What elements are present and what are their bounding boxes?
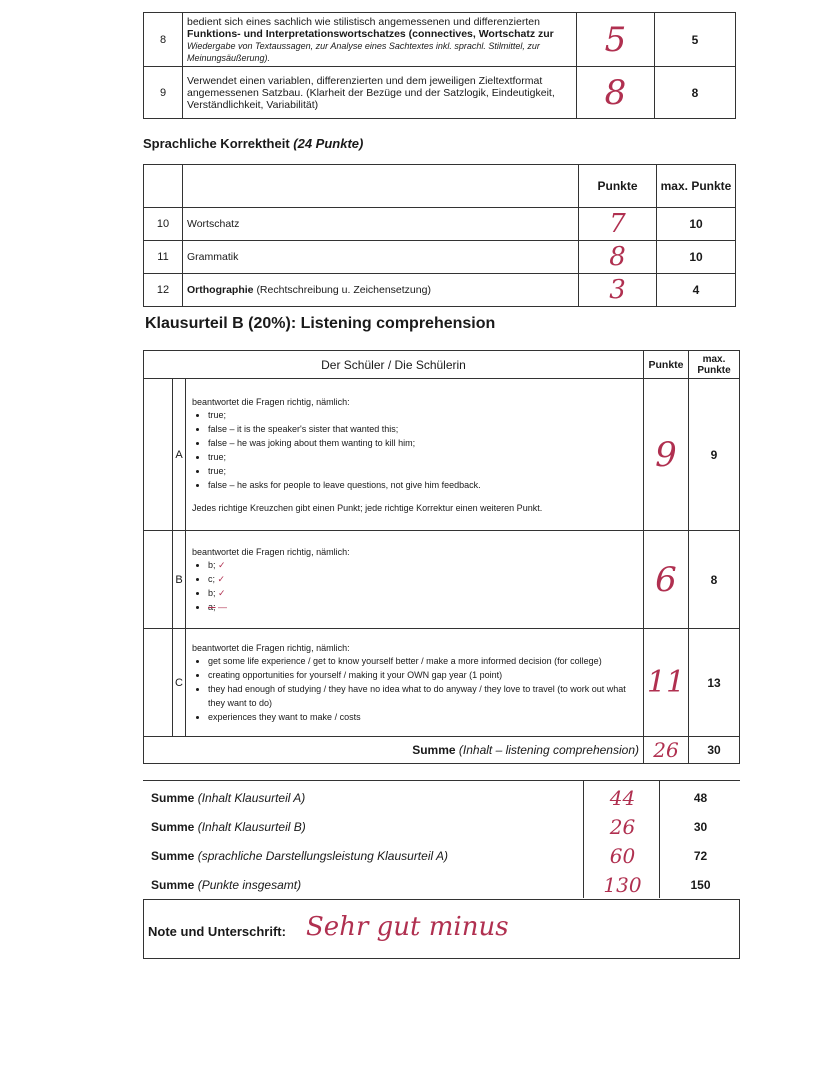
listening-section-c bbox=[144, 629, 740, 737]
handwritten-points: 6 bbox=[644, 531, 689, 629]
criteria-description bbox=[183, 67, 577, 119]
label-text: Orthographie bbox=[187, 284, 254, 296]
answer-item: • false – he asks for people to leave questions, not give him feedback. bbox=[208, 478, 637, 492]
handwritten-points: 44 bbox=[609, 785, 636, 810]
header-max: max. Punkte bbox=[657, 165, 736, 208]
check-mark-icon: ✓ bbox=[218, 559, 226, 570]
answer-item bbox=[208, 558, 637, 572]
korrektheit-row bbox=[144, 241, 736, 274]
section-intro: beantwortet die Fragen richtig, nämlich: bbox=[192, 396, 350, 407]
sum-label-cell bbox=[144, 737, 644, 764]
section-note: Jedes richtige Kreuzchen gibt einen Punkt; jede richtige Korrektur einen weiteren Punkt. bbox=[192, 502, 543, 513]
handwritten-points: 130 bbox=[603, 872, 642, 897]
handwritten-points: 9 bbox=[644, 379, 689, 531]
summary-detail: (sprachliche Darstellungsleistung Klausurteil A) bbox=[197, 848, 449, 863]
section-letter: B bbox=[173, 531, 186, 629]
criteria-row-9 bbox=[144, 67, 736, 119]
answer-item bbox=[208, 586, 637, 600]
summary-label bbox=[143, 870, 584, 899]
answer-item bbox=[208, 600, 637, 614]
answer-item: • creating opportunities for yourself / making it your OWN gap year (1 point) bbox=[208, 668, 637, 682]
empty-cell bbox=[144, 165, 183, 208]
answer-list bbox=[192, 654, 637, 724]
criteria-line: Verwendet einen variablen, differenzierten und dem jeweiligen Zieltextformat bbox=[187, 74, 543, 87]
answer-text: a; bbox=[208, 601, 216, 612]
summary-label-text: Summe bbox=[151, 877, 195, 892]
header-points: Punkte bbox=[644, 351, 689, 379]
row-label bbox=[183, 241, 579, 274]
answer-item: • experiences they want to make / costs bbox=[208, 710, 637, 724]
sum-detail: (Inhalt – listening comprehension) bbox=[458, 743, 639, 757]
dash-mark-icon: — bbox=[218, 601, 228, 612]
check-mark-icon: ✓ bbox=[217, 573, 226, 584]
korrektheit-header-row bbox=[144, 165, 736, 208]
summary-detail: (Inhalt Klausurteil B) bbox=[197, 819, 306, 834]
summary-label bbox=[143, 841, 584, 870]
handwritten-points: 5 bbox=[577, 13, 655, 67]
max-points: 30 bbox=[693, 819, 708, 834]
answer-item: • true; bbox=[208, 408, 637, 422]
handwritten-points: 60 bbox=[609, 843, 636, 868]
row-number: 12 bbox=[144, 274, 183, 307]
label-text: Grammatik bbox=[187, 251, 239, 263]
handwritten-points: 7 bbox=[579, 208, 657, 241]
handwritten-points: 11 bbox=[644, 629, 689, 737]
max-points: 10 bbox=[657, 241, 736, 274]
handwritten-points: 8 bbox=[577, 67, 655, 119]
listening-section-a bbox=[144, 379, 740, 531]
listening-table bbox=[143, 350, 740, 764]
criteria-line: Wiedergabe von Textaussagen, zur Analyse eines Sachtextes inkl. sprachl. Stilmittel, zur bbox=[187, 40, 540, 51]
section-letter: A bbox=[173, 379, 186, 531]
answer-text: b; bbox=[208, 559, 216, 570]
handwritten-points: 26 bbox=[609, 814, 636, 839]
max-points: 10 bbox=[657, 208, 736, 241]
label-text: Wortschatz bbox=[187, 218, 240, 230]
answer-item: • they had enough of studying / they have no idea what to do anyway / they love to travel (to work out what they want to do) bbox=[208, 682, 637, 710]
sum-max: 30 bbox=[689, 737, 740, 764]
section-content bbox=[186, 379, 644, 531]
criteria-line: angemessenen Satzbau. (Klarheit der Bezüge und der Satzlogik, Eindeutigkeit, bbox=[187, 86, 555, 99]
header-points: Punkte bbox=[579, 165, 657, 208]
listening-sum-row bbox=[144, 737, 740, 764]
criteria-line: bedient sich eines sachlich wie stilistisch angemessenen und differenzierten bbox=[187, 15, 540, 28]
empty-cell bbox=[183, 165, 579, 208]
section-content bbox=[186, 629, 644, 737]
summary-table bbox=[143, 783, 740, 899]
answer-item bbox=[208, 572, 637, 586]
korrektheit-heading bbox=[143, 136, 363, 151]
answer-text: c; bbox=[208, 573, 216, 584]
max-points: 72 bbox=[693, 848, 708, 863]
empty-cell bbox=[144, 379, 173, 531]
max-points: 8 bbox=[655, 67, 736, 119]
criteria-line: Verständlichkeit, Variabilität) bbox=[187, 98, 319, 111]
max-points: 13 bbox=[689, 629, 740, 737]
header-max: max. Punkte bbox=[689, 351, 740, 379]
answer-item: • true; bbox=[208, 464, 637, 478]
criteria-description bbox=[183, 13, 577, 67]
max-points: 5 bbox=[655, 13, 736, 67]
answer-list bbox=[192, 408, 637, 492]
listening-header-row bbox=[144, 351, 740, 379]
handwritten-grade: Sehr gut minus bbox=[306, 912, 509, 942]
korrektheit-row bbox=[144, 208, 736, 241]
korrektheit-title: Sprachliche Korrektheit bbox=[143, 136, 290, 151]
criteria-number: 9 bbox=[144, 67, 183, 119]
handwritten-sum: 26 bbox=[644, 737, 689, 764]
grade-label: Note und Unterschrift: bbox=[148, 924, 286, 939]
criteria-row-8 bbox=[144, 13, 736, 67]
listening-section-b bbox=[144, 531, 740, 629]
summary-row bbox=[143, 783, 740, 812]
korrektheit-table bbox=[143, 164, 736, 307]
max-points: 8 bbox=[689, 531, 740, 629]
max-points: 48 bbox=[693, 790, 708, 805]
header-student: Der Schüler / Die Schülerin bbox=[144, 351, 644, 379]
summary-label-text: Summe bbox=[151, 848, 195, 863]
section-content bbox=[186, 531, 644, 629]
listening-heading: Klausurteil B (20%): Listening comprehension bbox=[145, 315, 496, 332]
criteria-line: Meinungsäußerung). bbox=[187, 52, 271, 63]
criteria-number: 8 bbox=[144, 13, 183, 67]
grade-box bbox=[143, 899, 740, 959]
section-letter: C bbox=[173, 629, 186, 737]
summary-label-text: Summe bbox=[151, 819, 195, 834]
summary-label bbox=[143, 783, 584, 812]
summary-label-text: Summe bbox=[151, 790, 195, 805]
answer-item: • true; bbox=[208, 450, 637, 464]
row-label bbox=[183, 274, 579, 307]
korrektheit-title-suffix: (24 Punkte) bbox=[293, 136, 364, 151]
korrektheit-row bbox=[144, 274, 736, 307]
answer-item: • false – he was joking about them wanting to kill him; bbox=[208, 436, 637, 450]
handwritten-points: 3 bbox=[579, 274, 657, 307]
criteria-table-top bbox=[143, 12, 736, 119]
handwritten-points: 8 bbox=[579, 241, 657, 274]
answer-text: b; bbox=[208, 587, 216, 598]
row-label bbox=[183, 208, 579, 241]
sum-label: Summe bbox=[412, 743, 456, 757]
section-intro: beantwortet die Fragen richtig, nämlich: bbox=[192, 642, 350, 653]
summary-row bbox=[143, 870, 740, 899]
answer-list bbox=[192, 558, 637, 614]
empty-cell bbox=[144, 629, 173, 737]
criteria-line: Funktions- und Interpretationswortschatzes (connectives, Wortschatz zur bbox=[187, 27, 554, 40]
max-points: 4 bbox=[657, 274, 736, 307]
row-number: 10 bbox=[144, 208, 183, 241]
summary-row bbox=[143, 812, 740, 841]
empty-cell bbox=[144, 531, 173, 629]
max-points: 150 bbox=[690, 877, 711, 892]
summary-detail: (Inhalt Klausurteil A) bbox=[197, 790, 306, 805]
summary-row bbox=[143, 841, 740, 870]
max-points: 9 bbox=[689, 379, 740, 531]
label-extra: (Rechtschreibung u. Zeichensetzung) bbox=[256, 284, 431, 296]
answer-item: • false – it is the speaker's sister that wanted this; bbox=[208, 422, 637, 436]
row-number: 11 bbox=[144, 241, 183, 274]
summary-detail: (Punkte insgesamt) bbox=[197, 877, 302, 892]
summary-label bbox=[143, 812, 584, 841]
section-intro: beantwortet die Fragen richtig, nämlich: bbox=[192, 546, 350, 557]
check-mark-icon: ✓ bbox=[218, 587, 226, 598]
answer-item: • get some life experience / get to know yourself better / make a more informed decision (for college) bbox=[208, 654, 637, 668]
